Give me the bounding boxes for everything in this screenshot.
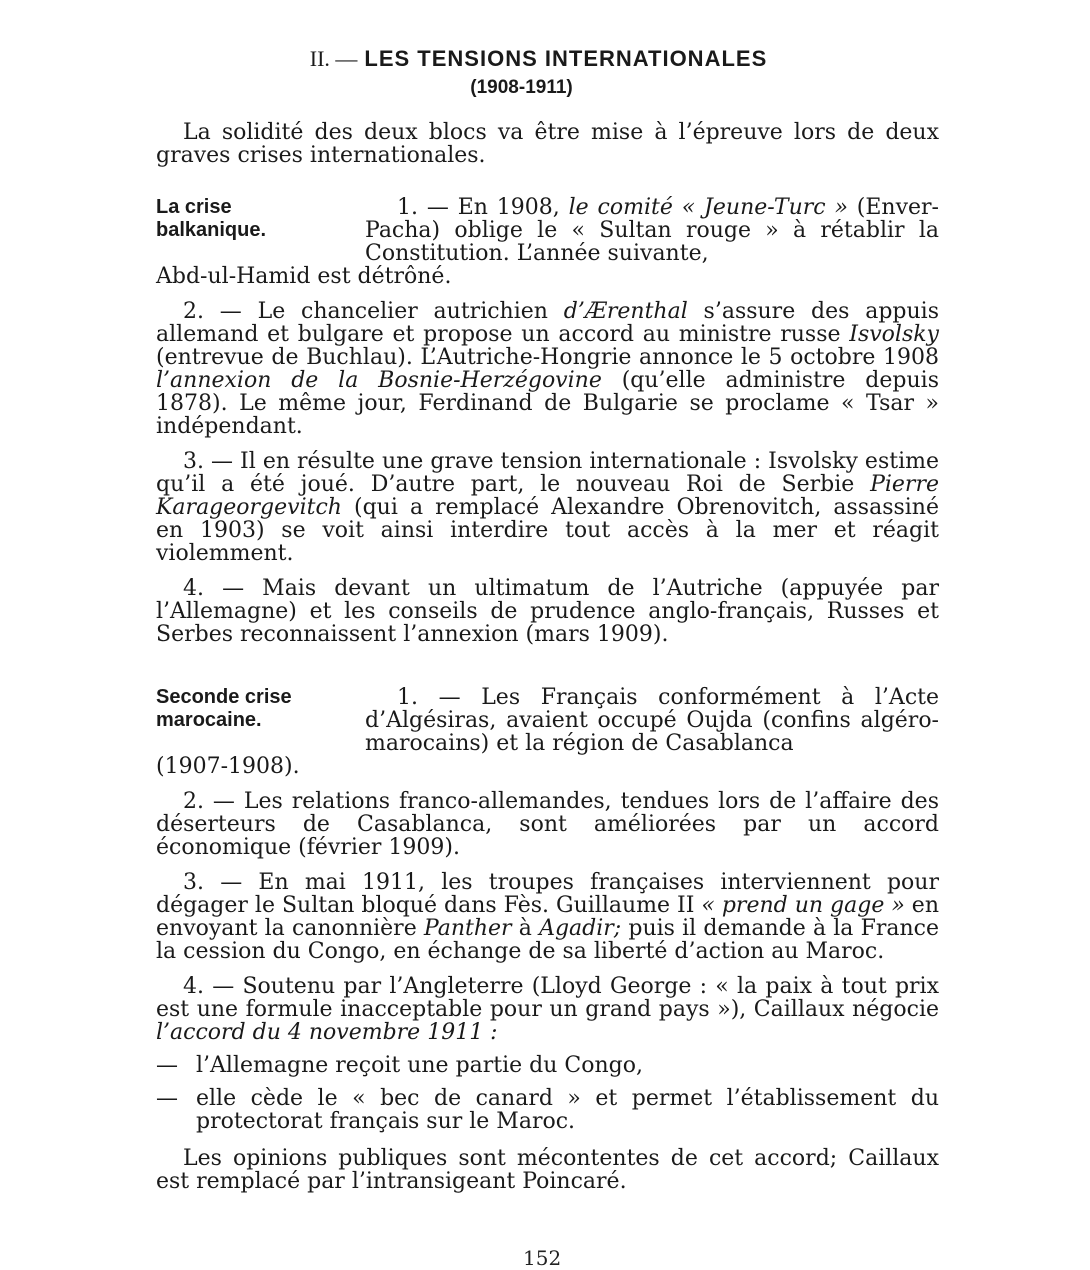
- text-run: s’assure des appuis allemand et bulgare et propose un accord au ministre russe: [156, 299, 939, 347]
- paragraph-1-continued: Abd-ul-Hamid est détrôné.: [156, 264, 452, 289]
- italic-run: Panther: [423, 916, 512, 941]
- italic-run: Agadir;: [539, 916, 622, 941]
- paragraph-1: 1. — Les Français conformément à l’Acte d’Algésiras, avaient occupé Oujda (confins algéro-marocains) et la région de Casablanca: [365, 685, 939, 756]
- paragraph-1-continued: (1907-1908).: [156, 754, 300, 779]
- label-line: La crise: [156, 196, 232, 218]
- label-line: balkanique.: [156, 219, 267, 241]
- label-line: marocaine.: [156, 709, 262, 731]
- list-item: [156, 1087, 939, 1133]
- intro-paragraph: La solidité des deux blocs va être mise à l’épreuve lors de deux graves crises internationales.: [156, 120, 939, 168]
- heading-number: II. —: [309, 46, 358, 71]
- italic-run: Pierre Karageorgevitch: [156, 472, 939, 520]
- paragraph-2: 2. — Les relations franco-allemandes, tendues lors de l’affaire des déserteurs de Casablanca, sont améliorées par un accord économique (février 1909).: [156, 789, 939, 860]
- text-run: puis il demande à la France la cession du Congo, en échange de sa liberté d’action au Maroc.: [156, 916, 939, 964]
- italic-run: l’annexion de la Bosnie-Herzégovine: [156, 368, 602, 393]
- label-line: Seconde crise: [156, 686, 292, 708]
- text-run: 4. — Soutenu par l’Angleterre (Lloyd George : « la paix à tout prix est une formule inacceptable pour un grand pays »), Caillaux négocie: [156, 974, 939, 1022]
- list-item: [156, 1054, 939, 1077]
- heading-title: LES TENSIONS INTERNATIONALES: [364, 46, 768, 71]
- heading-dates: (1908-1911): [470, 77, 573, 98]
- italic-run: d’Ærenthal: [563, 299, 688, 324]
- list-item-text: elle cède le « bec de canard » et permet l’établissement du protectorat français sur le Maroc.: [196, 1086, 939, 1134]
- paragraph-4: 4. — Mais devant un ultimatum de l’Autriche (appuyée par l’Allemagne) et les conseils de prudence anglo-français, Russes et Serbes reconnaissent l’annexion (mars 1909).: [156, 576, 939, 647]
- paragraph-2: [156, 300, 939, 438]
- paragraph-3: [156, 871, 939, 963]
- text-run: 3. — En mai 1911, les troupes françaises interviennent pour dégager le Sultan bloqué dans Fès. Guillaume II: [156, 870, 939, 918]
- italic-run: l’accord du 4 novembre 1911 :: [156, 1020, 498, 1045]
- italic-run: Isvolsky: [849, 322, 939, 347]
- text-run: à: [511, 916, 540, 941]
- margin-label-moroccan: [156, 686, 356, 732]
- text-run: 1. — En 1908,: [397, 195, 569, 220]
- paragraph-1: [365, 196, 939, 265]
- text-run: 2. — Le chancelier autrichien: [183, 299, 564, 324]
- list-item-text: l’Allemagne reçoit une partie du Congo,: [196, 1053, 643, 1078]
- italic-run: « prend un gage »: [701, 893, 905, 918]
- text-run: en envoyant la canonnière: [156, 893, 939, 941]
- paragraph-3: [156, 450, 939, 565]
- text-run: (Enver-Pacha) oblige le « Sultan rouge » à rétablir la Constitution. L’année suivante,: [365, 195, 939, 266]
- dash-mark: —: [156, 1053, 178, 1078]
- section-moroccan-crisis: [156, 686, 939, 1193]
- text-run: (entrevue de Buchlau). L’Autriche-Hongrie annonce le 5 octobre 1908: [156, 345, 939, 370]
- dash-mark: —: [156, 1086, 178, 1111]
- text-run: 3. — Il en résulte une grave tension internationale : Isvolsky estime qu’il a été joué. D’autre part, le nouveau Roi de Serbie: [156, 449, 939, 497]
- margin-label-balkan: [156, 196, 356, 242]
- section-balkan-crisis: [156, 196, 939, 646]
- chapter-heading: [138, 44, 939, 75]
- text-run: (qu’elle administre depuis 1878). Le même jour, Ferdinand de Bulgarie se proclame « Tsar » indépendant.: [156, 368, 939, 439]
- paragraph-4: [156, 975, 939, 1044]
- page-content: [156, 44, 939, 1193]
- italic-run: le comité « Jeune-Turc »: [568, 195, 848, 220]
- page-number: 152: [523, 1246, 562, 1270]
- text-run: (qui a remplacé Alexandre Obrenovitch, assassiné en 1903) se voit ainsi interdire tout accès à la mer et réagit violemment.: [156, 495, 939, 566]
- closing-paragraph: Les opinions publiques sont mécontentes de cet accord; Caillaux est remplacé par l’intransigeant Poincaré.: [156, 1146, 939, 1194]
